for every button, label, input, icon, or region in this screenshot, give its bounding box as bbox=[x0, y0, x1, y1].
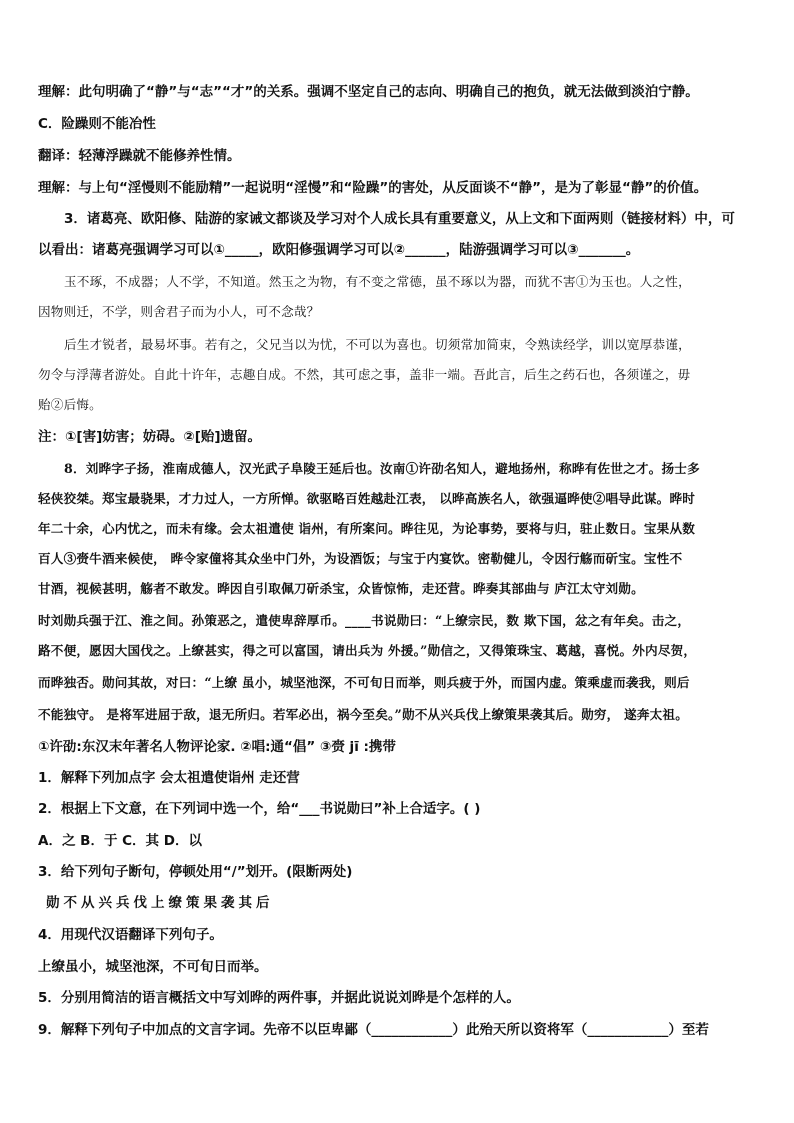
link-material-2-line-2: 勿令与浮薄者游处。自此十许年，志趣自成。不然，其可虑之事，盖非一端。吾此言，后生之药石也，各须谨之，毋 bbox=[38, 367, 691, 382]
passage-8-line-4: 百人③赍牛酒来候使， 晔令家僮将其众坐中门外，为设酒饭；与宝于内宴饮。密勒健儿，令因行觞而斫宝。宝性不 bbox=[38, 551, 683, 566]
notes-line: 注：①[害]妨害；妨碍。②[贻]遗留。 bbox=[38, 429, 262, 445]
question-3-line-2: 以看出：诸葛亮强调学习可以①_____，欧阳修强调学习可以②______，陆游强调学习可以③_______。 bbox=[38, 242, 640, 258]
passage-8-line-1: 8．刘晔字子扬，淮南成德人，汉光武子阜陵王延后也。汝南①许劭名知人，避地扬州，称晔有佐世之才。扬士多 bbox=[64, 461, 700, 476]
passage-8-line-8: 而晔独否。勋问其故，对曰：“上缭 虽小，城坚池深，不可旬日而举，则兵疲于外，而国内虚。策乘虚而袭我，则后 bbox=[38, 675, 690, 690]
text-line-1: 理解：此句明确了“静”与“志”“才”的关系。强调不坚定自己的志向、明确自己的抱负，就无法做到淡泊宁静。 bbox=[38, 84, 699, 100]
passage-8-line-9: 不能独守。 是将军进屈于敌，退无所归。若军必出，祸今至矣。”勋不从兴兵伐上缭策果袭其后。勋穷， 遂奔太祖。 bbox=[38, 707, 689, 722]
sub-question-4-sentence: 上缭虽小，城坚池深，不可旬日而举。 bbox=[38, 959, 268, 975]
passage-8-line-2: 轻侠狡桀。郑宝最骁果，才力过人，一方所惮。欲驱略百姓越赴江表， 以晔高族名人，欲强逼晔使②唱导此谋。晔时 bbox=[38, 491, 696, 506]
question-3-line-1: 3．诸葛亮、欧阳修、陆游的家诫文都谈及学习对个人成长具有重要意义，从上文和下面两则（链接材料）中，可 bbox=[64, 211, 735, 227]
passage-8-line-3: 年二十余，心内忧之，而未有缘。会太祖遣使 诣州，有所案问。晔往见，为论事势，要将与归，驻止数日。宝果从数 bbox=[38, 521, 696, 536]
sub-question-4: 4．用现代汉语翻译下列句子。 bbox=[38, 927, 223, 943]
sub-question-5: 5．分别用简洁的语言概括文中写刘晔的两件事，并据此说说刘晔是个怎样的人。 bbox=[38, 990, 520, 1006]
link-material-2-line-1: 后生才锐者，最易坏事。若有之，父兄当以为忧，不可以为喜也。切须常加简束，令熟读经学，训以宽厚恭谨， bbox=[64, 337, 691, 352]
sub-question-2: 2．根据上下文意，在下列词中选一个，给“___书说勋曰”补上合适字。( ) bbox=[38, 801, 481, 817]
text-line-3: 翻译：轻薄浮躁就不能修养性情。 bbox=[38, 148, 241, 164]
passage-8-line-5: 甘酒，视候甚明，觞者不敢发。晔因自引取佩刀斫杀宝，众皆惊怖，走还营。晔奏其部曲与 庐江太守刘勋。 bbox=[38, 581, 644, 596]
text-line-2: C．险躁则不能冶性 bbox=[38, 116, 156, 132]
passage-notes: ①许劭:东汉末年著名人物评论家. ②唱:通“倡” ③赍 jī :携带 bbox=[38, 739, 396, 755]
link-material-2-line-3: 贻②后悔。 bbox=[38, 397, 102, 412]
sub-question-2-options: A．之 B．于 C．其 D．以 bbox=[38, 833, 202, 849]
text-line-4: 理解：与上句“淫慢则不能励精”一起说明“淫慢”和“险躁”的害处，从反面谈不“静”，是为了彰显“静”的价值。 bbox=[38, 180, 708, 196]
sub-question-1: 1．解释下列加点字 会太祖遣使诣州 走还营 bbox=[38, 770, 300, 786]
sub-question-3-sentence: 勋不从兴兵伐上缭策果袭其后 bbox=[46, 895, 274, 911]
sub-question-3: 3．给下列句子断句，停顿处用“/”划开。(限断两处) bbox=[38, 864, 353, 880]
question-9: 9．解释下列句子中加点的文言字词。先帝不以臣卑鄙（____________）此殆天所以资将军（____________）至若 bbox=[38, 1022, 709, 1038]
link-material-1-line-1: 玉不琢，不成器；人不学，不知道。然玉之为物，有不变之常德，虽不琢以为器，而犹不害①为玉也。人之性， bbox=[64, 274, 691, 289]
passage-8-line-7: 路不便，愿因大国伐之。上缭甚实，得之可以富国，请出兵为 外援。”勋信之，又得策珠宝、葛越，喜悦。外内尽贺， bbox=[38, 643, 697, 658]
link-material-1-line-2: 因物则迁，不学，则舍君子而为小人，可不念哉？ bbox=[38, 304, 320, 319]
passage-8-line-6: 时刘勋兵强于江、淮之间。孙策恶之，遣使卑辞厚币。____书说勋曰：“上缭宗民，数 欺下国，忿之有年矣。击之， bbox=[38, 613, 691, 628]
